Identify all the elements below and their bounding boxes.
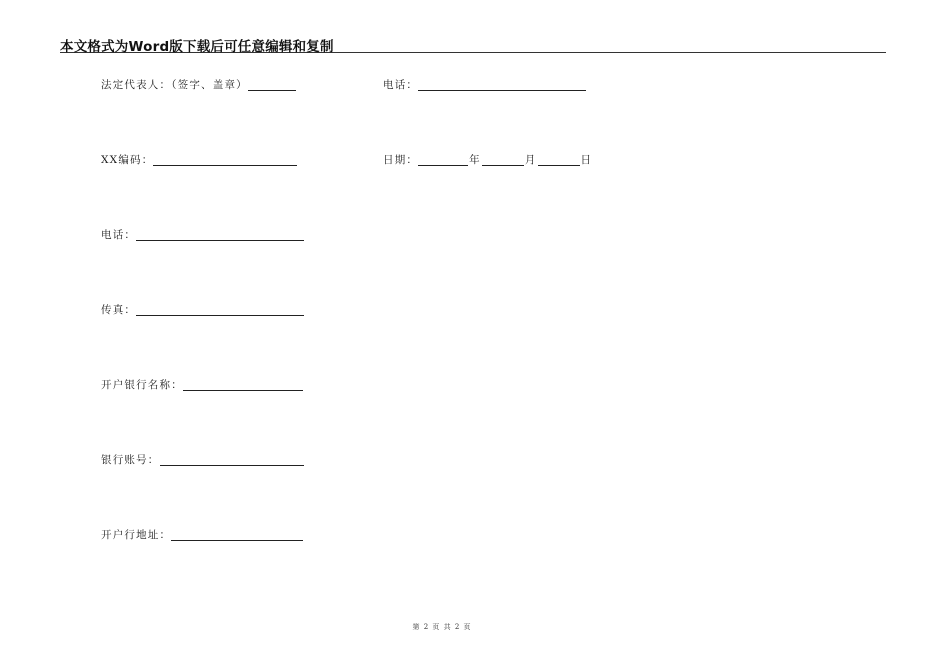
bank-address-row [101, 529, 303, 541]
date-year-unit: 年 [469, 154, 481, 166]
code-blank[interactable] [153, 154, 297, 166]
date-year-blank[interactable] [418, 154, 468, 166]
bank-address-label: 开户行地址： [101, 529, 172, 541]
bank-name-label: 开户银行名称： [101, 379, 183, 391]
date-row [383, 154, 593, 166]
bank-account-row [101, 454, 304, 466]
date-month-unit: 月 [524, 154, 537, 166]
legal-rep-label: 法定代表人：（签字、盖章） [101, 79, 248, 91]
fax-label: 传真： [101, 304, 137, 316]
date-month-blank[interactable] [482, 154, 524, 166]
date-day-blank[interactable] [538, 154, 580, 166]
bank-name-row [101, 379, 303, 391]
phone-right-blank[interactable] [418, 79, 586, 91]
page-footer: 第 2 页 共 2 页 [412, 623, 472, 631]
phone-right-label: 电话： [383, 79, 419, 91]
code-label: XX编码： [101, 154, 154, 166]
fax-blank[interactable] [136, 304, 304, 316]
date-label: 日期： [383, 154, 419, 166]
bank-account-label: 银行账号： [101, 454, 160, 466]
legal-rep-row [101, 79, 296, 91]
bank-address-blank[interactable] [171, 529, 303, 541]
phone-blank[interactable] [136, 229, 304, 241]
phone-label: 电话： [101, 229, 137, 241]
header-title: 本文格式为Word版下载后可任意编辑和复制 [60, 39, 334, 55]
code-row [101, 154, 297, 166]
phone-right-row [383, 79, 586, 91]
fax-row [101, 304, 304, 316]
page-header [60, 34, 886, 53]
bank-account-blank[interactable] [160, 454, 304, 466]
bank-name-blank[interactable] [183, 379, 303, 391]
date-day-unit: 日 [580, 154, 593, 166]
phone-row [101, 229, 304, 241]
legal-rep-blank[interactable] [248, 79, 296, 91]
